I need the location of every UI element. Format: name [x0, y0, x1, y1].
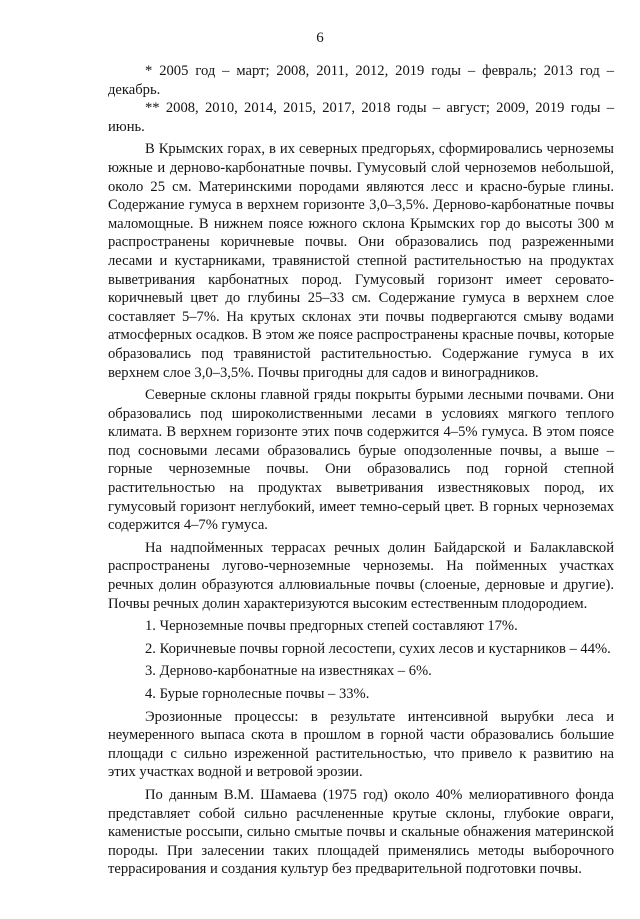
- list-item-mountain-forest: 4. Бурые горнолесные почвы – 33%.: [145, 686, 370, 702]
- footnote-single-asterisk: * 2005 год – март; 2008, 2011, 2012, 2019 годы – февраль; 2013 год – декабрь.: [108, 63, 614, 98]
- footnote-double-asterisk: ** 2008, 2010, 2014, 2015, 2017, 2018 годы – август; 2009, 2019 годы – июнь.: [108, 100, 614, 135]
- list-item-brown-soils: 2. Коричневые почвы горной лесостепи, сухих лесов и кустарников – 44%.: [145, 640, 611, 657]
- list-item-chernozem: 1. Черноземные почвы предгорных степей составляют 17%.: [145, 618, 518, 635]
- paragraph-northern-slopes-soils: Северные склоны главной гряды покрыты бурыми лесными почвами. Они образовались под широколиственными лесами в условиях мягкого теплого климата. В верхнем горизонте этих почв содержится 4–5% гумуса. В этом поясе под сосновыми лесами образовались бурые оподзоленные почвы, а выше – горные черноземные почвы. Они образовались под горной степной растительностью на продуктах выветривания известняковых пород, их гумусовый горизонт неглубокий, имеет темно-серый цвет. В горных черноземах содержится 4–7% гумуса.: [108, 387, 614, 534]
- page-number: 6: [316, 30, 324, 46]
- paragraph-river-valley-soils: На надпойменных террасах речных долин Байдарской и Балаклавской распространены лугово-черноземные черноземы. На пойменных участках речных долин образуются аллювиальные почвы (слоеные, дерновые и другие). Почвы речных долин характеризуются высоким естественным плодородием.: [108, 539, 614, 612]
- paragraph-crimean-mountains-soils: В Крымских горах, в их северных предгорьях, сформировались черноземы южные и дерново-карбонатные почвы. Гумусовый слой черноземов небольшой, около 25 см. Материнскими породами являются лесс и красно-бурые глины. Содержание гумуса в верхнем горизонте 3,0–3,5%. Дерново-карбонатные почвы маломощные. В нижнем поясе южного склона Крымских гор до высоты 300 м распространены коричневые почвы. Они образовались под разреженными лесами и кустарниками, травянистой степной растительностью на продуктах выветривания карбонатных пород. Гумусовый горизонт имеет серовато-коричневый цвет до глубины 25–33 см. Содержание гумуса в верхнем слое составляет 5–7%. На крутых склонах эти почвы подвергаются смыву водами атмосферных осадков. В этом же поясе распространены красные почвы, которые образовались под травянистой растительностью. Содержание гумуса в их верхнем слое 3,0–3,5%. Почвы пригодны для садов и виноградников.: [108, 141, 614, 381]
- document-body: [108, 62, 614, 879]
- list-item-sod-carbonate: 3. Дерново-карбонатные на известняках – 6%.: [145, 663, 432, 680]
- paragraph-erosion-processes: Эрозионные процессы: в результате интенсивной вырубки леса и неумеренного выпаса скота в прошлом в горной части образовались большие площади с сильно изреженной растительностью, что привело к развитию на этих участках водной и ветровой эрозии.: [108, 708, 614, 781]
- paragraph-shamaev-data: По данным В.М. Шамаева (1975 год) около 40% мелиоративного фонда представляет собой сильно расчлененные крутые склоны, глубокие овраги, каменистые россыпи, сильно смытые почвы и скальные обнажения материнской породы. При залесении таких площадей применялись методы выборочного террасирования и создания культур без предварительной подготовки почвы.: [108, 786, 614, 878]
